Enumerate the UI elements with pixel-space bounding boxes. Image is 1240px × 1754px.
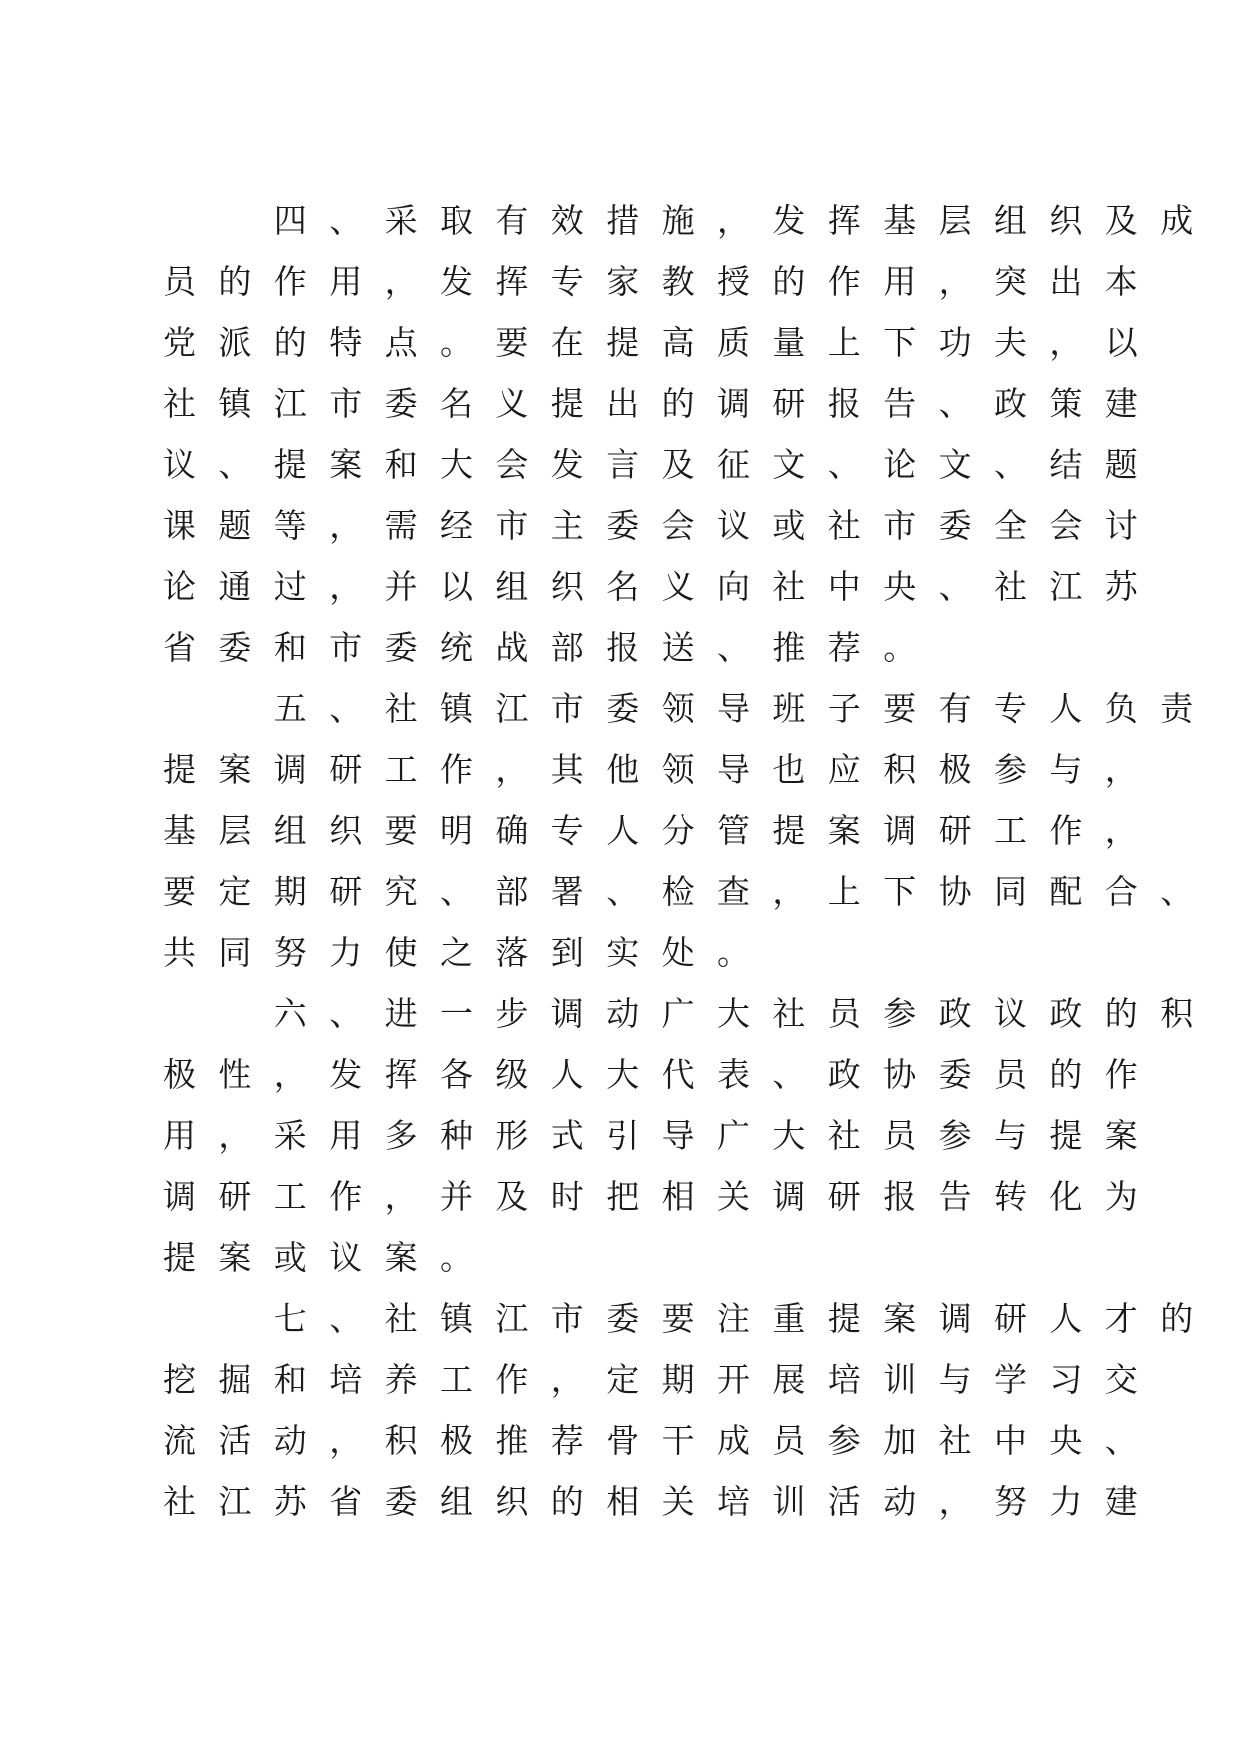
paragraph-4	[163, 190, 1216, 678]
text-line: 调研工作，并及时把相关调研报告转化为	[163, 1177, 1161, 1216]
text-line: 提案或议案。	[163, 1238, 496, 1277]
text-line: 四、采取有效措施，发挥基层组织及成	[163, 201, 1216, 240]
text-line: 用，采用多种形式引导广大社员参与提案	[163, 1116, 1161, 1155]
text-line: 议、提案和大会发言及征文、论文、结题	[163, 445, 1161, 484]
text-line: 共同努力使之落到实处。	[163, 933, 773, 972]
text-line: 课题等，需经市主委会议或社市委全会讨	[163, 506, 1161, 545]
text-line: 论通过，并以组织名义向社中央、社江苏	[163, 567, 1161, 606]
text-line: 省委和市委统战部报送、推荐。	[163, 628, 939, 667]
text-line: 要定期研究、部署、检查，上下协同配合、	[163, 872, 1216, 911]
paragraph-7	[163, 1288, 1216, 1532]
text-line: 五、社镇江市委领导班子要有专人负责	[163, 689, 1216, 728]
text-line: 党派的特点。要在提高质量上下功夫，以	[163, 323, 1161, 362]
text-line: 六、进一步调动广大社员参政议政的积	[163, 994, 1216, 1033]
document-body	[163, 190, 1216, 1532]
text-line: 流活动，积极推荐骨干成员参加社中央、	[163, 1421, 1161, 1460]
text-line: 基层组织要明确专人分管提案调研工作，	[163, 811, 1161, 850]
text-line: 提案调研工作，其他领导也应积极参与，	[163, 750, 1161, 789]
text-line: 七、社镇江市委要注重提案调研人才的	[163, 1299, 1216, 1338]
text-line: 社镇江市委名义提出的调研报告、政策建	[163, 384, 1161, 423]
paragraph-5	[163, 678, 1216, 983]
text-line: 社江苏省委组织的相关培训活动，努力建	[163, 1482, 1161, 1521]
paragraph-6	[163, 983, 1216, 1288]
text-line: 员的作用，发挥专家教授的作用，突出本	[163, 262, 1161, 301]
text-line: 极性，发挥各级人大代表、政协委员的作	[163, 1055, 1161, 1094]
text-line: 挖掘和培养工作，定期开展培训与学习交	[163, 1360, 1161, 1399]
